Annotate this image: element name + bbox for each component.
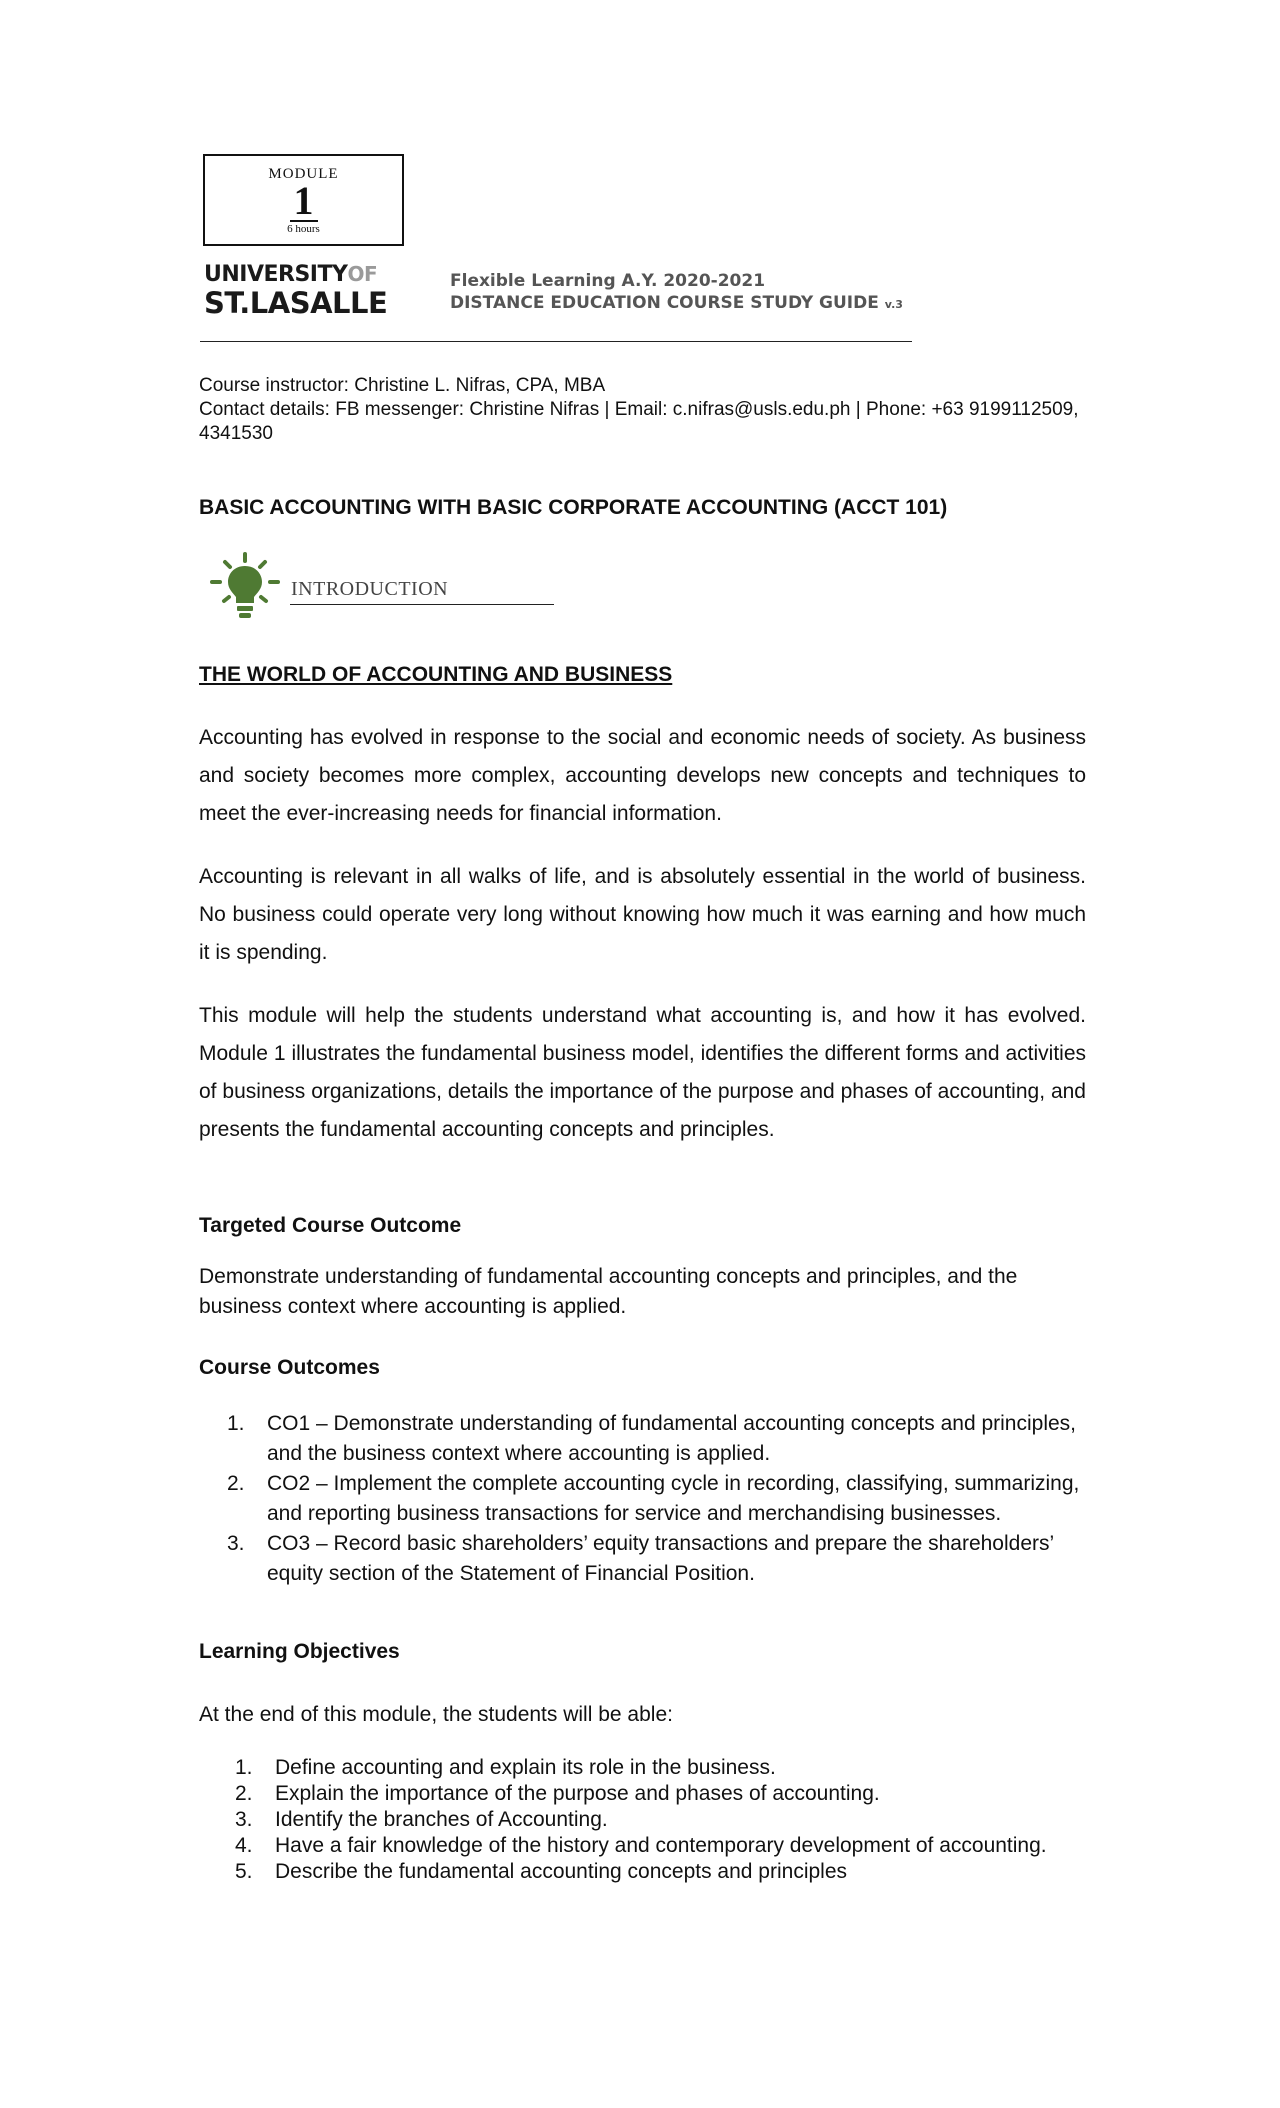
introduction-underline [290,604,554,605]
course-outcomes-list [199,1409,1089,1589]
module-label: MODULE [268,166,339,182]
list-number: 1. [235,1756,253,1779]
contact-details-line: Contact details: FB messenger: Christine Nifras | Email: c.nifras@usls.edu.ph | Phone: +63 9199112509, 4341530 [199,399,1079,444]
list-item-text: Define accounting and explain its role in the business. [275,1756,776,1779]
header-study-guide: DISTANCE EDUCATION COURSE STUDY GUIDE v.3 [450,293,903,313]
course-guide-header [450,270,903,316]
contact-block [199,374,1089,446]
targeted-outcome-heading: Targeted Course Outcome [199,1214,462,1237]
instructor-line: Course instructor: Christine L. Nifras, CPA, MBA [199,375,606,396]
list-number: 3. [235,1808,253,1831]
logo-of-text: OF [347,262,378,286]
list-number: 4. [235,1834,253,1857]
module-badge [203,154,404,246]
list-item-text: CO3 – Record basic shareholders’ equity transactions and prepare the shareholders’ equity section of the Statement of Financial Position. [267,1532,1054,1585]
list-item [199,1781,1089,1807]
lightbulb-icon [208,551,282,623]
list-item [199,1755,1089,1781]
list-item [199,1833,1089,1859]
list-item-text: CO1 – Demonstrate understanding of fundamental accounting concepts and principles, and the business context where accounting is applied. [267,1412,1076,1465]
learning-objectives-heading: Learning Objectives [199,1640,400,1663]
module-hours: 6 hours [287,223,320,235]
list-item-text: Describe the fundamental accounting concepts and principles [275,1860,848,1883]
course-title: BASIC ACCOUNTING WITH BASIC CORPORATE ACCOUNTING (ACCT 101) [199,496,948,519]
learning-objectives-list [199,1755,1089,1885]
list-number: 3. [227,1532,245,1555]
list-item [199,1807,1089,1833]
section-title: THE WORLD OF ACCOUNTING AND BUSINESS [199,663,673,686]
logo-stlasalle-text: ST.LASALLE [204,286,388,320]
header-version: v.3 [884,298,903,311]
list-item [199,1529,1089,1589]
list-number: 1. [227,1412,245,1435]
learning-objectives-intro: At the end of this module, the students will be able: [199,1703,673,1726]
list-number: 5. [235,1860,253,1883]
intro-paragraph-3: This module will help the students understand what accounting is, and how it has evolved. Module 1 illustrates the fundamental business model, identifies the different forms and activities of business organizations, details the importance of the purpose and phases of accounting, and presents the fundamental accounting concepts and principles. [199,1004,1086,1141]
list-item-text: Have a fair knowledge of the history and contemporary development of accounting. [275,1834,1047,1857]
course-outcomes-heading: Course Outcomes [199,1356,380,1379]
intro-paragraph-1: Accounting has evolved in response to the social and economic needs of society. As business and society becomes more complex, accounting develops new concepts and techniques to meet the ever-increasing needs for financial information. [199,726,1086,825]
intro-paragraph-2: Accounting is relevant in all walks of life, and is absolutely essential in the world of business. No business could operate very long without knowing how much it was earning and how much it is spending. [199,865,1086,964]
list-item [199,1469,1089,1529]
list-item-text: Explain the importance of the purpose and phases of accounting. [275,1782,880,1805]
header-divider [200,341,912,342]
list-item-text: CO2 – Implement the complete accounting cycle in recording, classifying, summarizing, and reporting business transactions for service and merchandising businesses. [267,1472,1080,1525]
university-logo [204,262,388,320]
list-number: 2. [227,1472,245,1495]
list-item [199,1409,1089,1469]
header-flexible-learning: Flexible Learning A.Y. 2020-2021 [450,271,766,291]
list-item [199,1859,1089,1885]
list-item-text: Identify the branches of Accounting. [275,1808,608,1831]
introduction-label: INTRODUCTION [291,578,449,600]
module-number: 1 [290,182,318,222]
targeted-outcome-text: Demonstrate understanding of fundamental accounting concepts and principles, and the business context where accounting is applied. [199,1265,1018,1318]
logo-university-text: UNIVERSITY [204,262,348,287]
list-number: 2. [235,1782,253,1805]
